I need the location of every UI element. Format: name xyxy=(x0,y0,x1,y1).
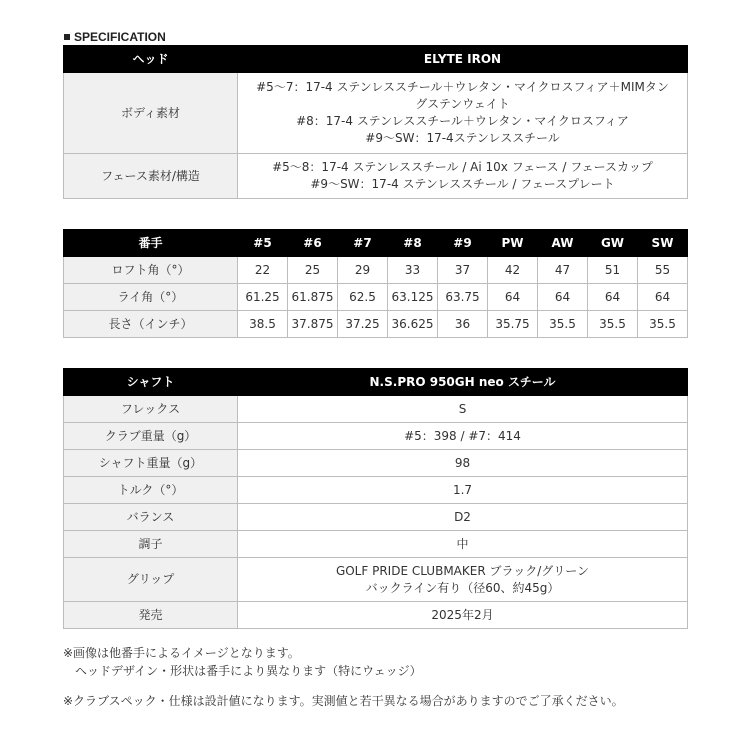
head-header-row xyxy=(64,46,688,73)
shaft-row-label: トルク（°） xyxy=(64,477,238,504)
loft-cell: 36 xyxy=(438,311,488,338)
shaft-row-label: シャフト重量（g） xyxy=(64,450,238,477)
section-title-text: SPECIFICATION xyxy=(74,30,166,44)
spec-disclaimer-text: ※クラブスペック・仕様は設計値になります。実測値と若干異なる場合がありますのでご了承ください。 xyxy=(63,694,624,708)
shaft-value-line: S xyxy=(458,401,467,416)
image-note xyxy=(63,644,422,680)
loft-cell: 61.25 xyxy=(238,284,288,311)
loft-header-row xyxy=(64,230,688,257)
shaft-row-value xyxy=(238,558,688,602)
club-number-header: GW xyxy=(588,230,638,257)
loft-cell: 64 xyxy=(488,284,538,311)
club-number-header: #8 xyxy=(388,230,438,257)
loft-cell: 55 xyxy=(638,257,688,284)
spec-disclaimer-note xyxy=(63,692,624,710)
shaft-value-line: 1.7 xyxy=(452,482,473,497)
shaft-spec-table xyxy=(63,368,688,629)
shaft-header-label: シャフト xyxy=(64,369,238,396)
shaft-value-line: GOLF PRIDE CLUBMAKER ブラック/グリーン xyxy=(335,563,590,578)
face-material-value xyxy=(238,154,688,199)
shaft-value-line: 98 xyxy=(454,455,471,470)
face-material-row xyxy=(64,154,688,199)
loft-table-row xyxy=(64,257,688,284)
shaft-row-label: 発売 xyxy=(64,602,238,629)
loft-cell: 22 xyxy=(238,257,288,284)
loft-row-label: ライ角（°） xyxy=(64,284,238,311)
club-number-header: AW xyxy=(538,230,588,257)
club-number-header: #7 xyxy=(338,230,388,257)
club-number-header: #9 xyxy=(438,230,488,257)
loft-cell: 37.25 xyxy=(338,311,388,338)
shaft-table-row xyxy=(64,504,688,531)
shaft-row-value xyxy=(238,504,688,531)
shaft-row-label: フレックス xyxy=(64,396,238,423)
loft-row-label: 長さ（インチ） xyxy=(64,311,238,338)
loft-cell: 62.5 xyxy=(338,284,388,311)
image-note-line-2: ヘッドデザイン・形状は番手により異なります（特にウェッジ） xyxy=(75,664,422,678)
loft-table-row xyxy=(64,311,688,338)
shaft-value-line: 2025年2月 xyxy=(431,607,494,622)
loft-cell: 61.875 xyxy=(288,284,338,311)
club-number-header: #6 xyxy=(288,230,338,257)
loft-cell: 29 xyxy=(338,257,388,284)
club-number-header: #5 xyxy=(238,230,288,257)
section-title xyxy=(64,30,166,44)
shaft-table-row xyxy=(64,450,688,477)
face-line-2: #9〜SW：17-4 ステンレススチール / フェースプレート xyxy=(310,177,615,191)
face-line-1: #5〜8：17-4 ステンレススチール / Ai 10x フェース / フェースカップ xyxy=(272,160,653,174)
loft-cell: 35.5 xyxy=(538,311,588,338)
body-line-2: グステンウェイト xyxy=(415,97,510,111)
shaft-row-value xyxy=(238,477,688,504)
loft-cell: 64 xyxy=(588,284,638,311)
face-material-label: フェース素材/構造 xyxy=(64,154,238,199)
loft-cell: 63.75 xyxy=(438,284,488,311)
shaft-table-row xyxy=(64,602,688,629)
loft-cell: 37 xyxy=(438,257,488,284)
loft-cell: 47 xyxy=(538,257,588,284)
loft-cell: 25 xyxy=(288,257,338,284)
loft-cell: 63.125 xyxy=(388,284,438,311)
shaft-value-line: バックライン有り（径60、約45g） xyxy=(365,580,560,595)
shaft-table-row xyxy=(64,477,688,504)
head-spec-table xyxy=(63,45,688,199)
club-number-header: SW xyxy=(638,230,688,257)
shaft-value-line: D2 xyxy=(454,509,471,524)
shaft-row-label: バランス xyxy=(64,504,238,531)
loft-cell: 35.5 xyxy=(588,311,638,338)
image-note-line-1: ※画像は他番手によるイメージとなります。 xyxy=(63,646,300,660)
loft-cell: 51 xyxy=(588,257,638,284)
shaft-row-value xyxy=(238,531,688,558)
loft-cell: 64 xyxy=(638,284,688,311)
loft-cell: 64 xyxy=(538,284,588,311)
loft-table-row xyxy=(64,284,688,311)
shaft-header-value: N.S.PRO 950GH neo スチール xyxy=(238,369,688,396)
shaft-table-row xyxy=(64,531,688,558)
body-line-3: #8：17-4 ステンレススチール＋ウレタン・マイクロスフィア xyxy=(296,114,629,128)
shaft-value-line: #5：398 / #7：414 xyxy=(404,428,521,443)
shaft-table-row xyxy=(64,558,688,602)
body-line-4: #9〜SW：17-4ステンレススチール xyxy=(365,131,560,145)
loft-cell: 36.625 xyxy=(388,311,438,338)
shaft-row-label: クラブ重量（g） xyxy=(64,423,238,450)
shaft-row-label: 調子 xyxy=(64,531,238,558)
head-header-value: ELYTE IRON xyxy=(238,46,688,73)
shaft-row-value xyxy=(238,450,688,477)
loft-cell: 33 xyxy=(388,257,438,284)
shaft-row-value xyxy=(238,602,688,629)
shaft-header-row xyxy=(64,369,688,396)
shaft-table-row xyxy=(64,396,688,423)
loft-cell: 35.5 xyxy=(638,311,688,338)
loft-cell: 42 xyxy=(488,257,538,284)
shaft-row-label: グリップ xyxy=(64,558,238,602)
shaft-row-value xyxy=(238,423,688,450)
body-material-row xyxy=(64,73,688,154)
body-material-value xyxy=(238,73,688,154)
club-number-header: PW xyxy=(488,230,538,257)
body-material-label: ボディ素材 xyxy=(64,73,238,154)
shaft-row-value xyxy=(238,396,688,423)
loft-spec-table xyxy=(63,229,688,338)
loft-cell: 38.5 xyxy=(238,311,288,338)
loft-row-label: ロフト角（°） xyxy=(64,257,238,284)
square-bullet-icon xyxy=(64,34,70,40)
shaft-value-line: 中 xyxy=(456,536,469,551)
head-header-label: ヘッド xyxy=(64,46,238,73)
number-header-label: 番手 xyxy=(64,230,238,257)
body-line-1: #5〜7：17-4 ステンレススチール＋ウレタン・マイクロスフィア＋MIMタン xyxy=(256,80,669,94)
loft-cell: 37.875 xyxy=(288,311,338,338)
loft-cell: 35.75 xyxy=(488,311,538,338)
shaft-table-row xyxy=(64,423,688,450)
